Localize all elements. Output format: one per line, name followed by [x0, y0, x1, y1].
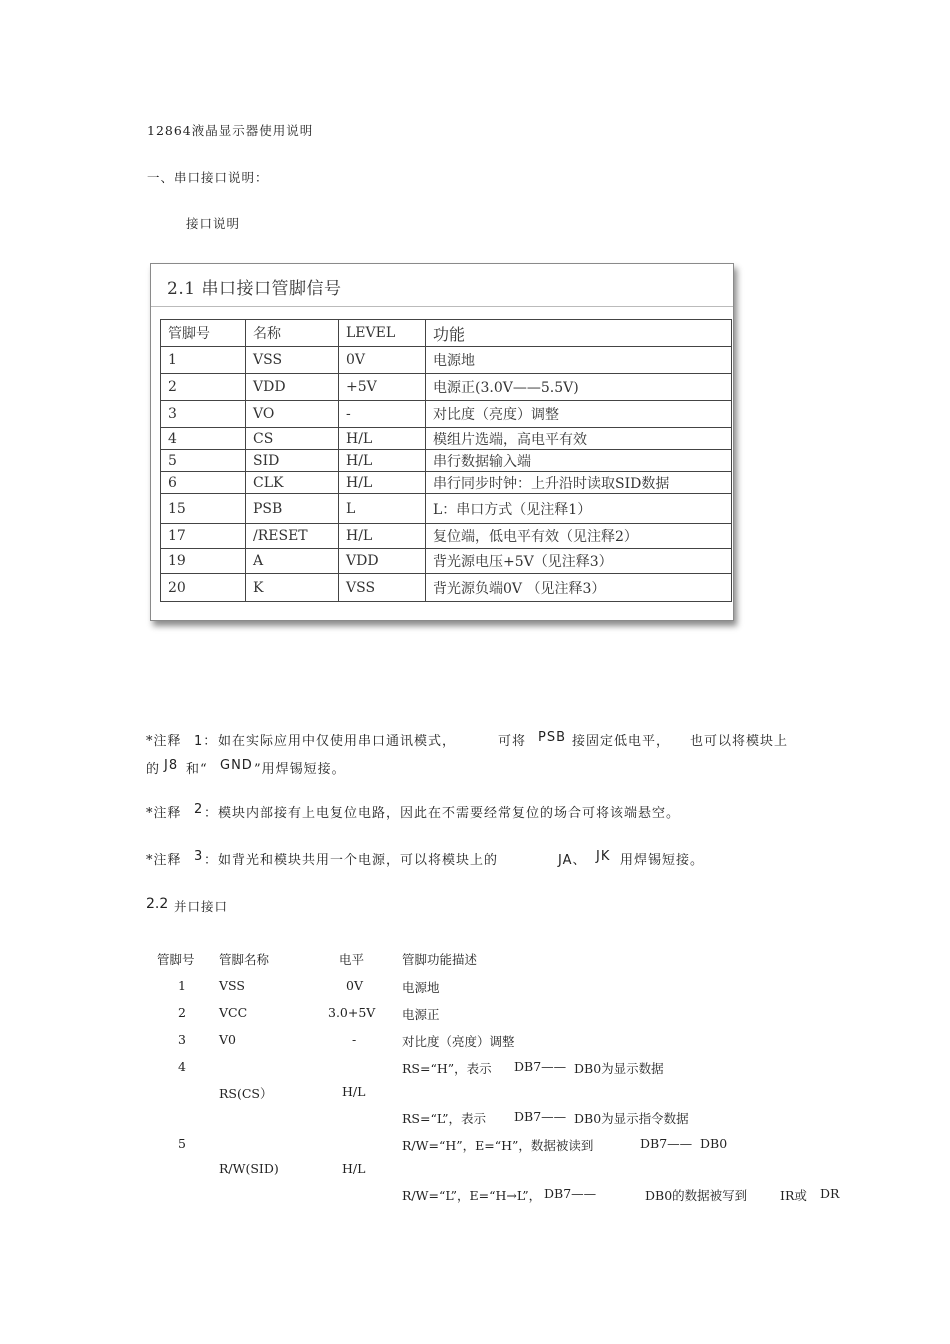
cell: 模组片选端，高电平有效: [426, 428, 732, 450]
t2-cell: VCC: [219, 1005, 248, 1020]
note-3-jk: JK: [596, 849, 611, 864]
t2-cell: H/L: [342, 1161, 366, 1176]
cell: 6: [161, 472, 246, 494]
cell: H/L: [339, 524, 426, 549]
t2-cell: VSS: [219, 978, 245, 993]
t2-cell: 1: [178, 978, 186, 993]
table-row: [161, 574, 732, 602]
cell: PSB: [246, 494, 339, 524]
cell: 1: [161, 347, 246, 374]
cell: 背光源负端0V （见注释3）: [426, 574, 732, 602]
header-cell: 名称: [246, 320, 339, 347]
cell: 17: [161, 524, 246, 549]
table-row: [161, 494, 732, 524]
cell: 20: [161, 574, 246, 602]
serial-pin-table: [160, 319, 732, 602]
cell: 背光源电压+5V（见注释3）: [426, 549, 732, 574]
note-1-text: 也可以将模块上: [690, 734, 789, 749]
note-1-text: 接固定低电平，: [572, 734, 671, 749]
t2-cell: 电源正: [402, 1007, 440, 1022]
table-row: [161, 428, 732, 450]
note-3-text: ：如背光和模块共用一个电源，可以将模块上的: [204, 853, 499, 868]
cell: VDD: [246, 374, 339, 401]
t2-cell: R/W=“H”，E=“H”，数据被读到: [402, 1138, 594, 1153]
note-2-label: *注释: [146, 806, 182, 821]
t2-cell: 0V: [346, 978, 363, 993]
t2-header: 管脚名称: [219, 952, 270, 967]
table-row: [161, 374, 732, 401]
image-title: 2.1 串口接口管脚信号: [167, 279, 342, 299]
note-1-gnd: GND: [220, 758, 253, 773]
t2-header: 管脚号: [157, 952, 195, 967]
t2-cell: DR: [820, 1186, 840, 1201]
t2-cell: DB0的数据被写到: [645, 1188, 748, 1203]
note-3-ja: JA、: [558, 853, 587, 868]
cell: 3: [161, 401, 246, 428]
cell: 0V: [339, 347, 426, 374]
cell: 串行数据输入端: [426, 450, 732, 472]
t2-cell: RS(CS）: [219, 1086, 273, 1101]
t2-cell: R/W=“L”，E=“H→L”，: [402, 1188, 542, 1203]
cell: 19: [161, 549, 246, 574]
t2-cell: 电源地: [402, 980, 440, 995]
t2-cell: DB7——: [544, 1186, 597, 1201]
doc-title: 12864液晶显示器使用说明: [147, 123, 314, 138]
t2-cell: 4: [178, 1059, 186, 1074]
cell: L：串口方式（见注释1）: [426, 494, 732, 524]
t2-cell: V0: [219, 1032, 236, 1047]
note-1-text: 如在实际应用中仅使用串口通讯模式，: [218, 734, 457, 749]
cell: /RESET: [246, 524, 339, 549]
header-cell: 功能: [426, 320, 732, 347]
note-1-text: 的: [146, 762, 161, 777]
cell: 4: [161, 428, 246, 450]
t2-cell: DB7——: [514, 1109, 567, 1124]
section-heading-serial: 一、串口接口说明：: [147, 170, 269, 185]
cell: 对比度（亮度）调整: [426, 401, 732, 428]
cell: VO: [246, 401, 339, 428]
section-number: 2.2: [146, 896, 169, 912]
t2-cell: -: [352, 1032, 357, 1047]
cell: VDD: [339, 549, 426, 574]
cell: -: [339, 401, 426, 428]
t2-cell: DB0: [700, 1136, 728, 1151]
note-2-num: 2: [194, 802, 204, 817]
note-3-text: 用焊锡短接。: [620, 853, 705, 868]
t2-cell: H/L: [342, 1084, 366, 1099]
table-row: [161, 401, 732, 428]
note-1-psb: PSB: [538, 730, 567, 745]
note-1-num: 1：: [194, 734, 218, 749]
cell: 5: [161, 450, 246, 472]
t2-cell: DB7——: [640, 1136, 693, 1151]
table-header-row: [161, 320, 732, 347]
note-prefix: *注释: [146, 734, 182, 749]
note-1-text: 和“: [186, 762, 208, 777]
cell: CLK: [246, 472, 339, 494]
cell: 电源正(3.0V——5.5V): [426, 374, 732, 401]
cell: +5V: [339, 374, 426, 401]
serial-pin-table-image: [150, 263, 734, 621]
t2-cell: 3.0+5V: [328, 1005, 376, 1020]
cell: SID: [246, 450, 339, 472]
t2-cell: DB7——: [514, 1059, 567, 1074]
cell: K: [246, 574, 339, 602]
note-1-j8: J8: [164, 758, 179, 773]
cell: VSS: [339, 574, 426, 602]
t2-cell: R/W(SID): [219, 1161, 279, 1176]
t2-cell: 对比度（亮度）调整: [402, 1034, 515, 1049]
t2-header: 电平: [339, 952, 365, 967]
t2-cell: IR或: [780, 1188, 807, 1203]
table-row: [161, 450, 732, 472]
table-row: [161, 549, 732, 574]
note-3-label: *注释: [146, 853, 182, 868]
table-row: [161, 347, 732, 374]
cell: 复位端，低电平有效（见注释2）: [426, 524, 732, 549]
note-1-text: ”用焊锡短接。: [254, 762, 346, 777]
t2-cell: 2: [178, 1005, 186, 1020]
header-cell: LEVEL: [339, 320, 426, 347]
cell: A: [246, 549, 339, 574]
cell: VSS: [246, 347, 339, 374]
t2-header: 管脚功能描述: [402, 952, 478, 967]
header-cell: 管脚号: [161, 320, 246, 347]
cell: 15: [161, 494, 246, 524]
subheading-interface: 接口说明: [186, 216, 241, 231]
note-2-text: ：模块内部接有上电复位电路，因此在不需要经常复位的场合可将该端悬空。: [204, 806, 681, 821]
table-row: [161, 472, 732, 494]
t2-cell: 3: [178, 1032, 186, 1047]
cell: H/L: [339, 472, 426, 494]
cell: CS: [246, 428, 339, 450]
cell: H/L: [339, 450, 426, 472]
t2-cell: DB0为显示数据: [574, 1061, 664, 1076]
note-1-label: [146, 730, 182, 749]
image-divider: [151, 306, 733, 307]
cell: 2: [161, 374, 246, 401]
t2-cell: 5: [178, 1136, 186, 1151]
note-1-text: 可将: [498, 734, 527, 749]
note-3-num: 3: [194, 849, 204, 864]
cell: H/L: [339, 428, 426, 450]
table-row: [161, 524, 732, 549]
t2-cell: DB0为显示指令数据: [574, 1111, 689, 1126]
cell: 电源地: [426, 347, 732, 374]
section-title-parallel: 并口接口: [174, 899, 229, 914]
t2-cell: RS=“L”，表示: [402, 1111, 487, 1126]
cell: 串行同步时钟：上升沿时读取SID数据: [426, 472, 732, 494]
cell: L: [339, 494, 426, 524]
t2-cell: RS=“H”，表示: [402, 1061, 492, 1076]
